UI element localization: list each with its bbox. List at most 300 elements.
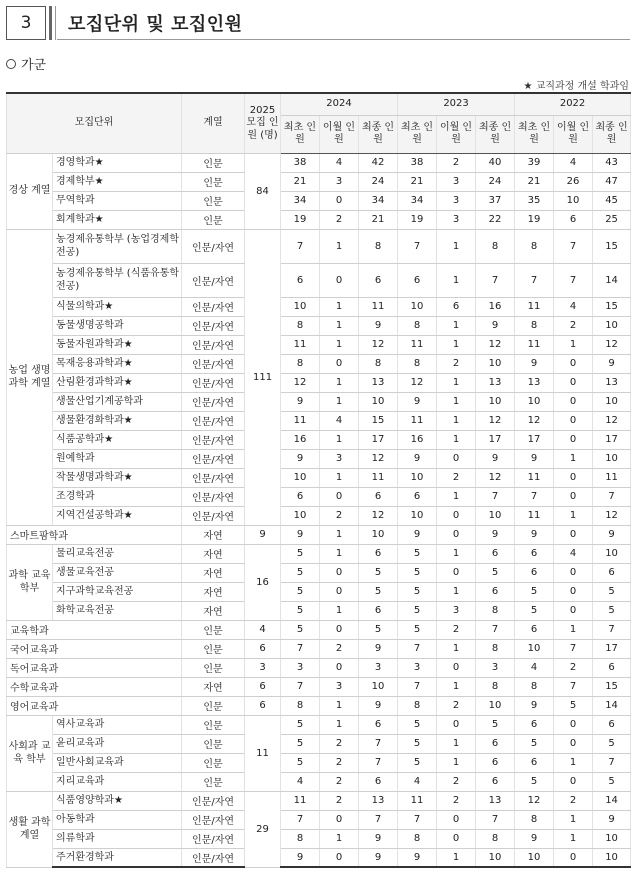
count-cell: 17 [593,430,631,449]
count-cell: 6 [593,563,631,582]
track-cell: 인문/자연 [182,297,245,316]
table-row [7,658,631,677]
count-cell: 10 [593,316,631,335]
count-cell: 5 [593,772,631,791]
track-cell: 인문 [182,153,245,172]
track-cell: 인문 [182,772,245,791]
count-cell: 17 [476,430,515,449]
count-cell: 19 [515,210,554,229]
count-cell: 9 [281,525,320,544]
count-cell: 1 [437,734,476,753]
count-cell: 1 [437,411,476,430]
header-transfer: 이월 인원 [554,115,593,153]
count-cell: 47 [593,172,631,191]
count-cell: 7 [359,753,398,772]
unit-name: 조경학과 [53,487,182,506]
count-cell: 2 [437,153,476,172]
count-cell: 6 [281,487,320,506]
count-cell: 10 [593,392,631,411]
table-row [7,449,631,468]
count-cell: 0 [554,430,593,449]
unit-name: 동물생명공학과 [53,316,182,335]
track-cell: 인문/자연 [182,354,245,373]
count-cell: 15 [593,677,631,696]
count-cell: 2 [437,772,476,791]
count-cell: 0 [554,411,593,430]
track-cell: 인문/자연 [182,468,245,487]
track-cell: 인문 [182,620,245,639]
count-cell: 1 [320,229,359,263]
quota-2025-cell: 4 [245,620,281,639]
count-cell: 8 [515,316,554,335]
unit-name: 지리교육과 [53,772,182,791]
subsection-label: 가군 [21,58,47,73]
count-cell: 7 [281,677,320,696]
count-cell: 10 [476,354,515,373]
table-row [7,791,631,810]
track-cell: 인문/자연 [182,392,245,411]
table-row [7,582,631,601]
unit-name: 스마트팜학과 [7,525,182,544]
count-cell: 1 [437,229,476,263]
count-cell: 6 [515,715,554,734]
count-cell: 1 [437,373,476,392]
header-year-2023: 2023 [398,93,515,115]
count-cell: 17 [593,639,631,658]
count-cell: 5 [398,563,437,582]
header-final: 최종 인원 [359,115,398,153]
header-initial: 최초 인원 [398,115,437,153]
count-cell: 6 [359,601,398,620]
count-cell: 26 [554,172,593,191]
group-name: 사회과 교육 학부 [7,715,53,791]
unit-name: 교육학과 [7,620,182,639]
count-cell: 9 [398,848,437,867]
count-cell: 5 [398,601,437,620]
count-cell: 5 [593,734,631,753]
table-row [7,563,631,582]
table-row [7,677,631,696]
count-cell: 10 [476,392,515,411]
count-cell: 6 [398,487,437,506]
count-cell: 6 [515,753,554,772]
header-transfer: 이월 인원 [437,115,476,153]
count-cell: 8 [398,829,437,848]
count-cell: 34 [359,191,398,210]
count-cell: 10 [281,297,320,316]
count-cell: 1 [320,316,359,335]
table-row [7,354,631,373]
count-cell: 1 [554,753,593,772]
count-cell: 10 [398,297,437,316]
count-cell: 19 [281,210,320,229]
count-cell: 9 [593,354,631,373]
count-cell: 5 [593,582,631,601]
quota-table [6,92,631,868]
count-cell: 5 [515,582,554,601]
circle-bullet-icon [6,59,16,69]
count-cell: 0 [437,810,476,829]
count-cell: 0 [320,848,359,867]
count-cell: 0 [320,810,359,829]
count-cell: 12 [359,506,398,525]
count-cell: 11 [398,411,437,430]
count-cell: 1 [437,753,476,772]
table-row [7,335,631,354]
track-cell: 인문/자연 [182,506,245,525]
count-cell: 9 [593,810,631,829]
count-cell: 6 [593,658,631,677]
count-cell: 5 [398,582,437,601]
count-cell: 14 [593,696,631,715]
count-cell: 1 [437,848,476,867]
table-row [7,848,631,867]
quota-2025-cell: 11 [245,715,281,791]
header-year-2022: 2022 [515,93,631,115]
count-cell: 5 [398,544,437,563]
count-cell: 0 [437,658,476,677]
unit-name: 독어교육과 [7,658,182,677]
count-cell: 14 [593,791,631,810]
count-cell: 3 [320,449,359,468]
track-cell: 인문 [182,172,245,191]
track-cell: 인문/자연 [182,316,245,335]
count-cell: 2 [320,639,359,658]
unit-name: 생물환경화학과★ [53,411,182,430]
count-cell: 1 [320,392,359,411]
table-row [7,373,631,392]
count-cell: 6 [359,544,398,563]
track-cell: 인문/자연 [182,848,245,867]
count-cell: 11 [359,468,398,487]
count-cell: 8 [476,677,515,696]
count-cell: 6 [398,263,437,297]
track-cell: 자연 [182,525,245,544]
count-cell: 9 [398,525,437,544]
table-row [7,411,631,430]
count-cell: 10 [515,639,554,658]
count-cell: 1 [437,430,476,449]
count-cell: 9 [398,392,437,411]
count-cell: 7 [593,620,631,639]
count-cell: 21 [281,172,320,191]
count-cell: 6 [476,753,515,772]
track-cell: 자연 [182,563,245,582]
count-cell: 0 [437,506,476,525]
count-cell: 2 [320,791,359,810]
count-cell: 14 [593,263,631,297]
table-row [7,810,631,829]
count-cell: 6 [554,210,593,229]
unit-name: 수학교육과 [7,677,182,696]
count-cell: 16 [476,297,515,316]
section-header [6,6,630,40]
count-cell: 13 [476,791,515,810]
quota-2025-cell: 6 [245,696,281,715]
count-cell: 9 [515,354,554,373]
table-row [7,468,631,487]
table-body [7,153,631,867]
count-cell: 1 [554,335,593,354]
count-cell: 13 [359,373,398,392]
count-cell: 8 [476,829,515,848]
count-cell: 7 [515,263,554,297]
count-cell: 7 [476,810,515,829]
table-row [7,229,631,263]
count-cell: 10 [281,468,320,487]
track-cell: 인문 [182,734,245,753]
count-cell: 8 [398,354,437,373]
count-cell: 1 [320,829,359,848]
table-row [7,772,631,791]
quota-2025-cell: 6 [245,677,281,696]
count-cell: 4 [398,772,437,791]
count-cell: 1 [320,335,359,354]
count-cell: 2 [320,506,359,525]
count-cell: 8 [281,316,320,335]
track-cell: 자연 [182,601,245,620]
unit-name: 산림환경과학과★ [53,373,182,392]
count-cell: 12 [515,411,554,430]
count-cell: 6 [359,772,398,791]
count-cell: 7 [476,620,515,639]
count-cell: 34 [281,191,320,210]
table-row [7,734,631,753]
unit-name: 식물의학과★ [53,297,182,316]
count-cell: 10 [476,848,515,867]
count-cell: 7 [554,677,593,696]
count-cell: 9 [476,525,515,544]
count-cell: 10 [359,392,398,411]
count-cell: 0 [554,525,593,544]
count-cell: 5 [281,753,320,772]
table-row [7,263,631,297]
count-cell: 11 [515,506,554,525]
count-cell: 4 [554,544,593,563]
count-cell: 12 [476,468,515,487]
count-cell: 6 [359,263,398,297]
count-cell: 0 [437,829,476,848]
header-divider-thin [55,6,56,40]
count-cell: 5 [281,544,320,563]
count-cell: 7 [281,639,320,658]
table-row [7,316,631,335]
count-cell: 12 [476,411,515,430]
track-cell: 인문/자연 [182,373,245,392]
count-cell: 4 [320,411,359,430]
count-cell: 7 [281,810,320,829]
count-cell: 8 [359,229,398,263]
table-row [7,829,631,848]
count-cell: 8 [281,829,320,848]
count-cell: 1 [437,335,476,354]
unit-name: 아동학과 [53,810,182,829]
unit-name: 회계학과★ [53,210,182,229]
count-cell: 1 [320,715,359,734]
count-cell: 1 [320,544,359,563]
count-cell: 1 [437,392,476,411]
count-cell: 43 [593,153,631,172]
count-cell: 0 [437,449,476,468]
count-cell: 7 [398,639,437,658]
table-row [7,753,631,772]
header-divider [49,6,52,40]
count-cell: 13 [515,373,554,392]
table-row [7,506,631,525]
count-cell: 10 [476,506,515,525]
count-cell: 0 [554,487,593,506]
count-cell: 11 [398,335,437,354]
header-quota-2025: 2025 모집 인원 (명) [245,93,281,153]
track-cell: 인문/자연 [182,829,245,848]
track-cell: 인문/자연 [182,810,245,829]
count-cell: 6 [515,563,554,582]
count-cell: 1 [437,487,476,506]
count-cell: 3 [437,601,476,620]
count-cell: 9 [359,829,398,848]
count-cell: 11 [398,791,437,810]
unit-name: 생물산업기계공학과 [53,392,182,411]
count-cell: 22 [476,210,515,229]
count-cell: 0 [554,582,593,601]
header-transfer: 이월 인원 [320,115,359,153]
unit-name: 목재응용과학과★ [53,354,182,373]
count-cell: 1 [554,620,593,639]
count-cell: 2 [554,658,593,677]
quota-2025-cell: 9 [245,525,281,544]
count-cell: 10 [359,677,398,696]
table-row [7,153,631,172]
count-cell: 7 [398,810,437,829]
count-cell: 8 [515,677,554,696]
count-cell: 6 [476,734,515,753]
count-cell: 7 [515,487,554,506]
track-cell: 인문/자연 [182,263,245,297]
count-cell: 10 [398,468,437,487]
count-cell: 0 [554,563,593,582]
unit-name: 경제학부★ [53,172,182,191]
count-cell: 9 [515,525,554,544]
count-cell: 25 [593,210,631,229]
count-cell: 5 [281,734,320,753]
count-cell: 8 [281,354,320,373]
count-cell: 5 [593,601,631,620]
count-cell: 8 [398,316,437,335]
unit-name: 지구과학교육전공 [53,582,182,601]
count-cell: 1 [320,696,359,715]
track-cell: 인문 [182,715,245,734]
count-cell: 8 [281,696,320,715]
count-cell: 34 [398,191,437,210]
count-cell: 7 [554,639,593,658]
count-cell: 0 [437,563,476,582]
table-row [7,487,631,506]
unit-name: 경영학과★ [53,153,182,172]
count-cell: 9 [359,848,398,867]
count-cell: 40 [476,153,515,172]
unit-name: 농경제유통학부 (농업경제학전공) [53,229,182,263]
count-cell: 0 [554,601,593,620]
count-cell: 0 [320,354,359,373]
count-cell: 12 [593,506,631,525]
count-cell: 6 [359,487,398,506]
count-cell: 9 [593,525,631,544]
count-cell: 2 [320,753,359,772]
unit-name: 농경제유통학부 (식품유통학전공) [53,263,182,297]
group-name: 경상 계열 [7,153,53,229]
count-cell: 3 [281,658,320,677]
count-cell: 21 [398,172,437,191]
count-cell: 3 [437,191,476,210]
unit-name: 윤리교육과 [53,734,182,753]
quota-2025-cell: 29 [245,791,281,867]
count-cell: 5 [476,715,515,734]
count-cell: 12 [359,449,398,468]
track-cell: 인문 [182,753,245,772]
count-cell: 0 [554,848,593,867]
count-cell: 9 [476,316,515,335]
count-cell: 5 [359,582,398,601]
unit-name: 식품공학과★ [53,430,182,449]
quota-2025-cell: 84 [245,153,281,229]
table-row [7,639,631,658]
count-cell: 2 [320,772,359,791]
count-cell: 2 [437,620,476,639]
count-cell: 11 [359,297,398,316]
count-cell: 1 [437,544,476,563]
count-cell: 5 [359,563,398,582]
count-cell: 10 [281,506,320,525]
count-cell: 0 [320,191,359,210]
count-cell: 0 [320,487,359,506]
quota-2025-cell: 16 [245,544,281,620]
header-final: 최종 인원 [476,115,515,153]
count-cell: 1 [554,810,593,829]
count-cell: 0 [437,715,476,734]
count-cell: 1 [554,506,593,525]
count-cell: 4 [554,153,593,172]
count-cell: 6 [593,715,631,734]
unit-name: 화학교육전공 [53,601,182,620]
count-cell: 24 [359,172,398,191]
count-cell: 8 [515,229,554,263]
count-cell: 1 [320,525,359,544]
table-row [7,430,631,449]
unit-name: 물리교육전공 [53,544,182,563]
count-cell: 9 [515,696,554,715]
track-cell: 인문 [182,658,245,677]
count-cell: 5 [281,715,320,734]
count-cell: 17 [359,430,398,449]
table-row [7,297,631,316]
count-cell: 0 [320,263,359,297]
count-cell: 1 [437,582,476,601]
unit-name: 원예학과 [53,449,182,468]
count-cell: 19 [398,210,437,229]
quota-2025-cell: 6 [245,639,281,658]
count-cell: 1 [320,373,359,392]
count-cell: 0 [320,563,359,582]
group-name: 생활 과학 계열 [7,791,53,867]
table-row [7,715,631,734]
count-cell: 7 [281,229,320,263]
count-cell: 0 [437,525,476,544]
track-cell: 인문 [182,191,245,210]
count-cell: 0 [554,468,593,487]
count-cell: 0 [554,772,593,791]
track-cell: 인문 [182,696,245,715]
count-cell: 9 [476,449,515,468]
